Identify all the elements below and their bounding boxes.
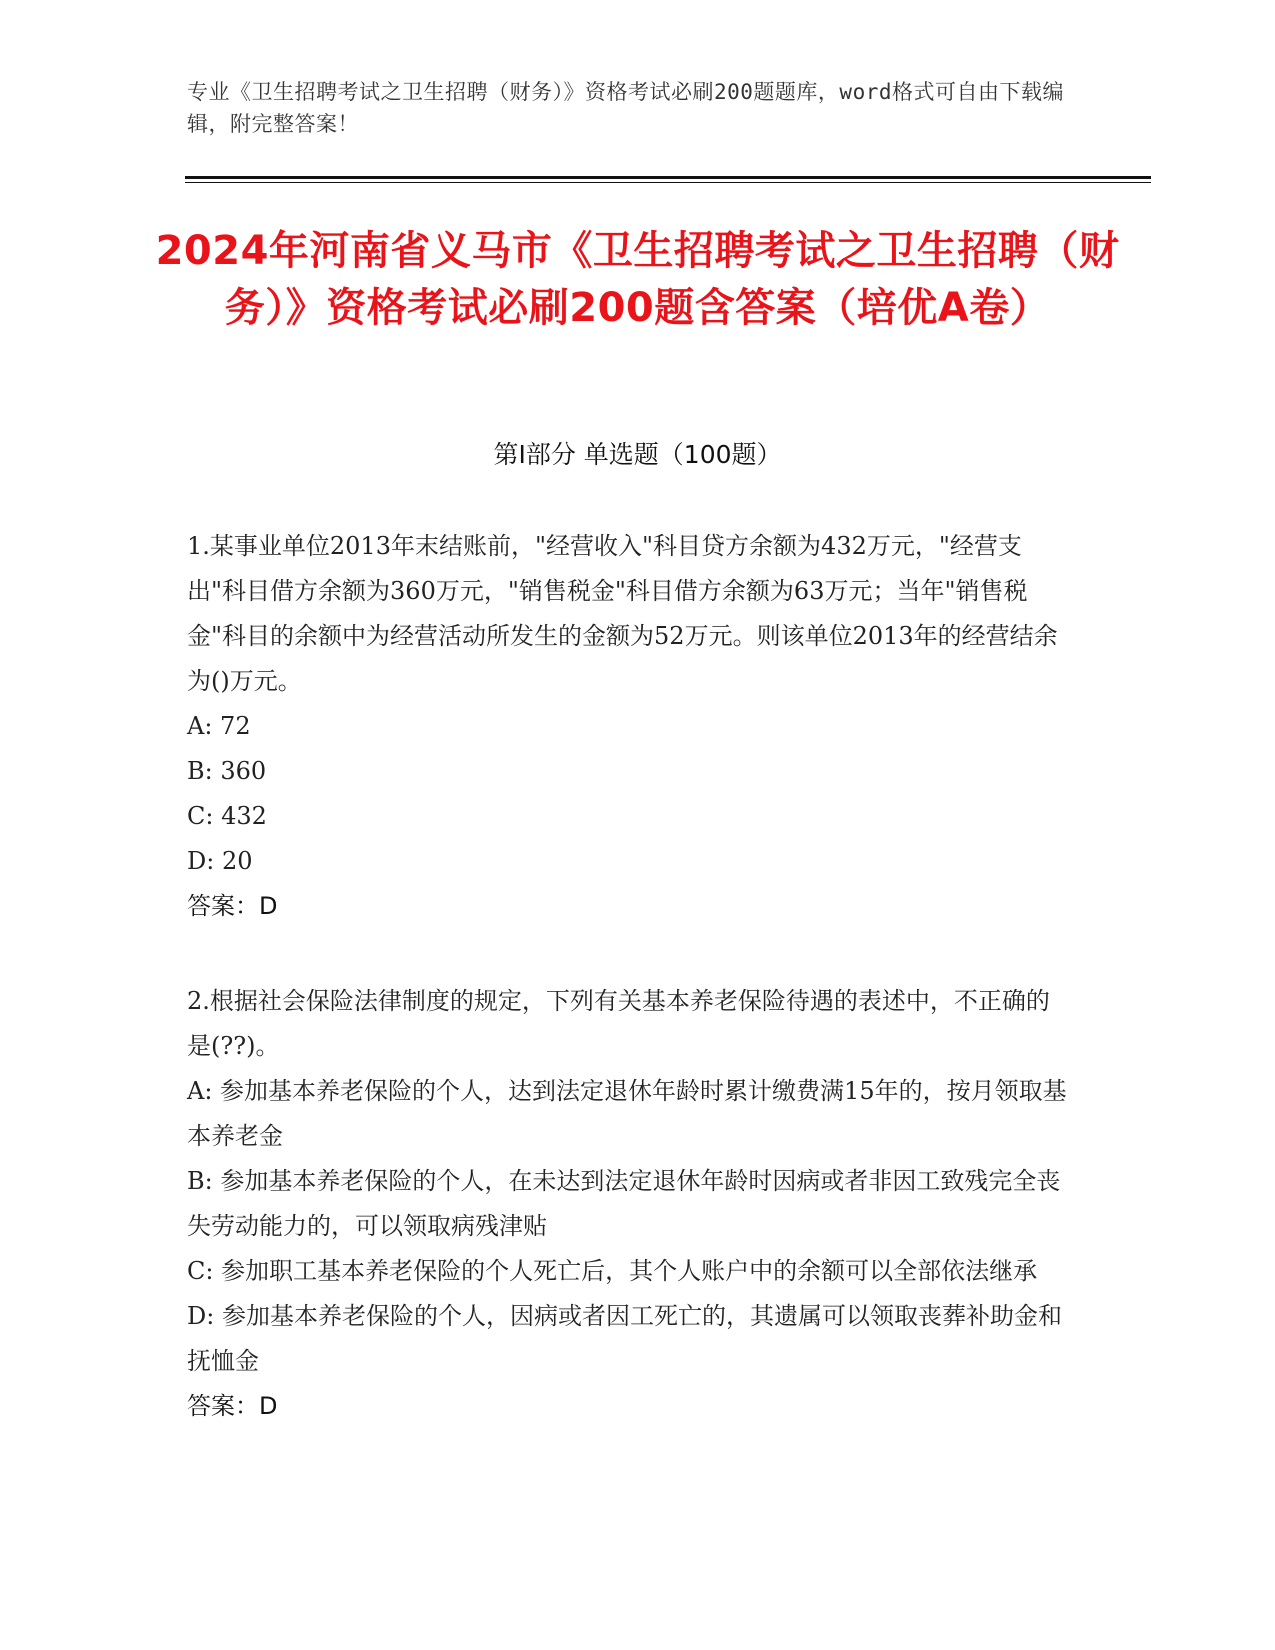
header-note: 专业《卫生招聘考试之卫生招聘（财务）》资格考试必刷200题题库，word格式可自由下载编辑，附完整答案！ bbox=[187, 80, 1064, 136]
header-divider bbox=[185, 176, 1151, 183]
question-stem: 1.某事业单位2013年末结账前，"经营收入"科目贷方余额为432万元，"经营支出"科目借方余额为360万元，"销售税金"科目借方余额为63万元；当年"销售税金"科目的余额中为经营活动所发生的金额为52万元。则该单位2013年的经营结余为()万元。 bbox=[187, 532, 1058, 695]
question-answer: 答案：D bbox=[187, 892, 278, 920]
option-a: A: 72 bbox=[187, 712, 251, 740]
option-b: B: 360 bbox=[187, 757, 267, 785]
question-answer: 答案：D bbox=[187, 1392, 278, 1420]
document-title: 2024年河南省义马市《卫生招聘考试之卫生招聘（财务）》资格考试必刷200题含答案（培优A卷） bbox=[155, 228, 1120, 331]
option-a: A: 参加基本养老保险的个人，达到法定退休年龄时累计缴费满15年的，按月领取基本养老金 bbox=[187, 1077, 1067, 1150]
option-c: C: 432 bbox=[187, 802, 267, 830]
option-d: D: 20 bbox=[187, 847, 253, 875]
option-d: D: 参加基本养老保险的个人，因病或者因工死亡的，其遗属可以领取丧葬补助金和抚恤金 bbox=[187, 1302, 1062, 1375]
question-1 bbox=[187, 524, 1067, 929]
question-2 bbox=[187, 979, 1067, 1429]
option-c: C: 参加职工基本养老保险的个人死亡后，其个人账户中的余额可以全部依法继承 bbox=[187, 1257, 1038, 1285]
question-stem: 2.根据社会保险法律制度的规定，下列有关基本养老保险待遇的表述中，不正确的是(??)。 bbox=[187, 987, 1050, 1060]
section-heading: 第Ⅰ部分 单选题（100题） bbox=[493, 440, 782, 469]
option-b: B: 参加基本养老保险的个人，在未达到法定退休年龄时因病或者非因工致残完全丧失劳动能力的，可以领取病残津贴 bbox=[187, 1167, 1061, 1240]
